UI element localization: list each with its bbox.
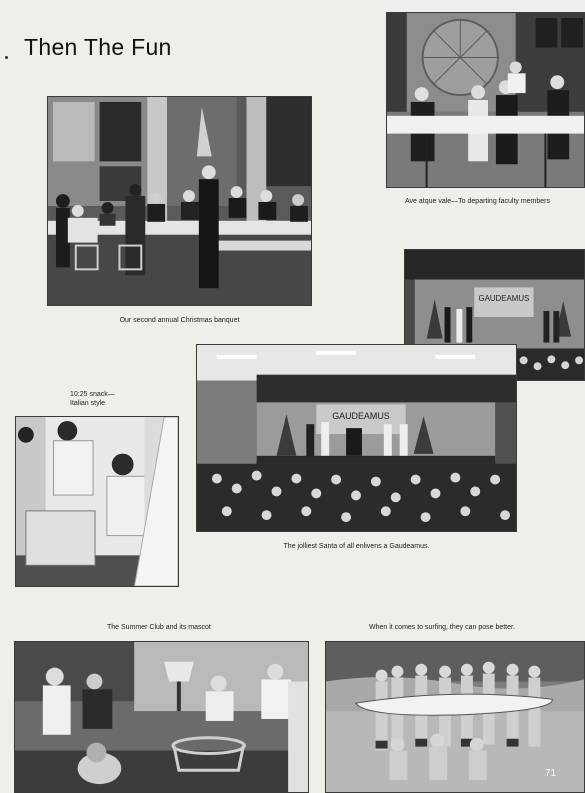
- caption-santa-gaudeamus: The jolliest Santa of all enlivens a Gaudeamus.: [283, 543, 430, 550]
- photo-santa-gaudeamus: [196, 344, 517, 532]
- page-number: 71: [545, 768, 557, 779]
- photo-departing-faculty: [386, 12, 585, 188]
- photo-summer-club: [14, 641, 309, 793]
- page-title: Then The Fun: [24, 34, 172, 60]
- photo-snack: [15, 416, 179, 587]
- stage-sign-text: GAUDEAMUS: [478, 294, 530, 304]
- caption-christmas-banquet: Our second annual Christmas banquet: [119, 317, 240, 324]
- margin-mark: [5, 56, 8, 59]
- caption-departing-faculty: Ave atque vale—To departing faculty members: [405, 198, 551, 205]
- caption-surfing: When it comes to surfing, they can pose better.: [369, 624, 515, 631]
- photo-christmas-banquet: [47, 96, 312, 306]
- caption-snack-line2: Italian style: [70, 400, 106, 407]
- caption-snack-line1: 10:25 snack—: [70, 391, 115, 398]
- caption-summer-club: The Summer Club and its mascot: [107, 624, 211, 631]
- stage-sign-text-center: GAUDEAMUS: [332, 411, 390, 422]
